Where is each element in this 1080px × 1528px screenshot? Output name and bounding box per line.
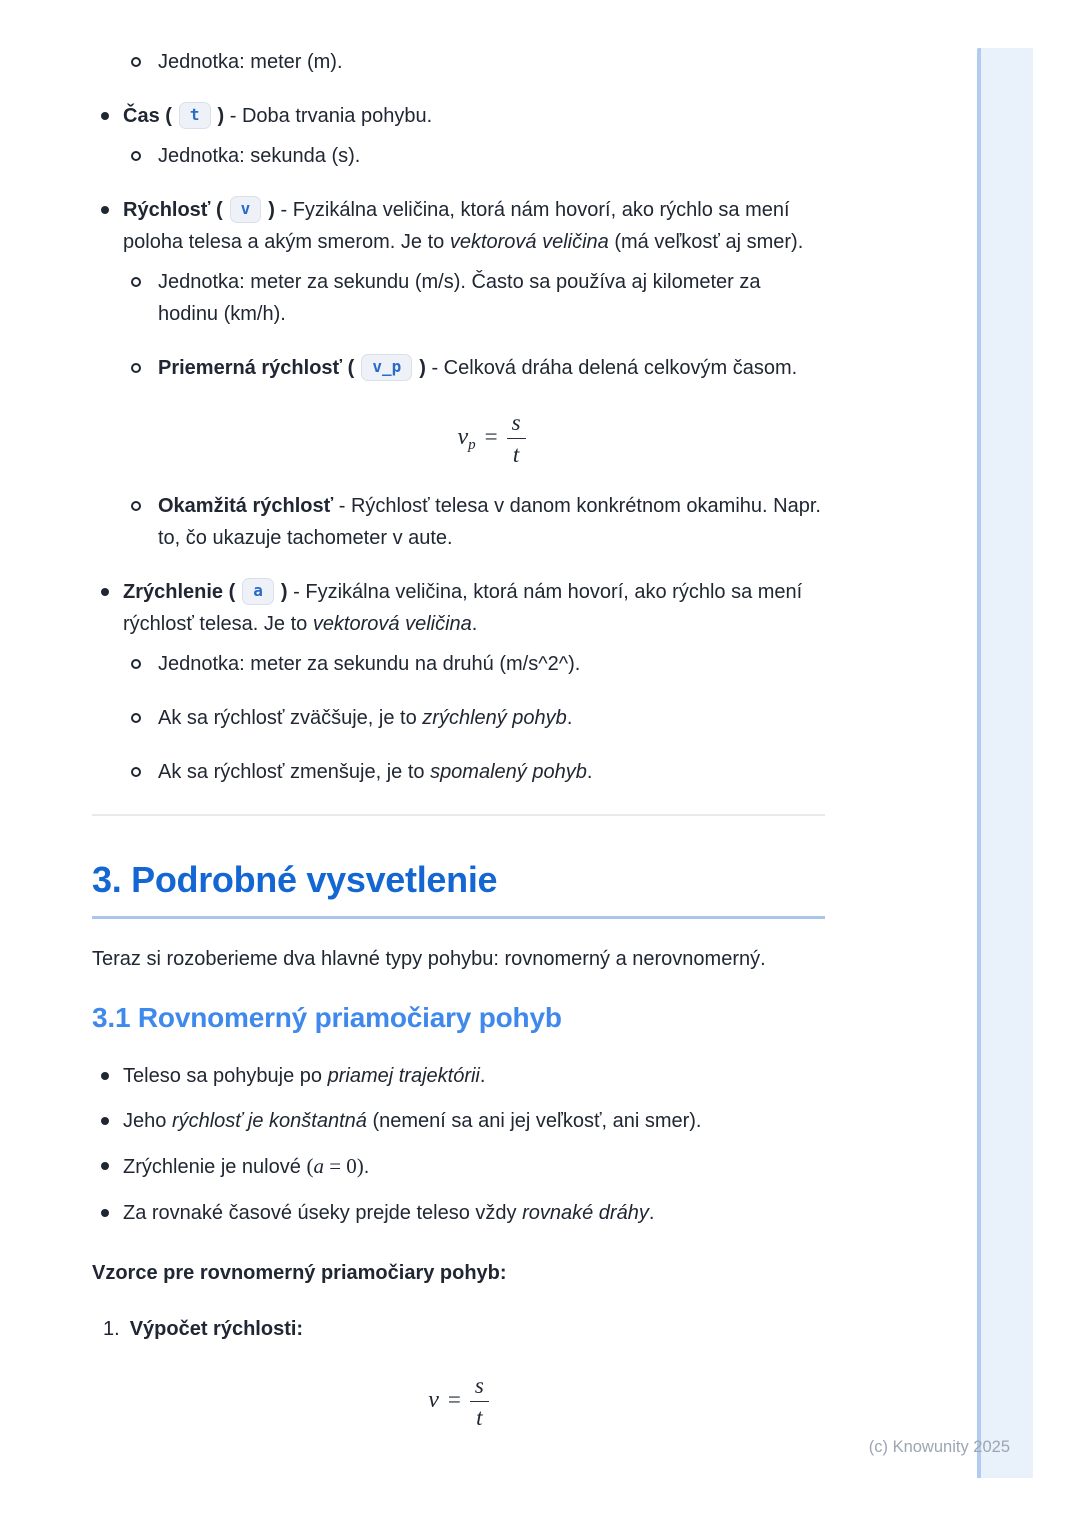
text: . (479, 1065, 486, 1088)
inline-code-badge: v (230, 196, 262, 223)
text: Jeho (123, 1110, 172, 1133)
math-formula (457, 410, 525, 468)
sublist (123, 266, 825, 554)
formulas-title: Vzorce pre rovnomerný priamočiary pohyb: (92, 1261, 507, 1284)
unit-text: Jednotka: meter za sekundu na druhú (m/s^2^). (158, 652, 581, 675)
fraction-numerator: s (507, 410, 526, 439)
fraction-denominator: t (476, 1405, 483, 1431)
list-item (92, 1105, 825, 1137)
math-subscript: p (468, 437, 476, 454)
term-paren: ) (268, 199, 275, 221)
fraction-numerator: s (470, 1373, 489, 1402)
math-rest: = 0) (323, 1154, 364, 1179)
emphasis-text: vektorová veličina (449, 231, 609, 253)
list-item-acceleration (92, 576, 825, 788)
list-item-time (92, 100, 825, 172)
term-label: Rýchlosť ( (123, 199, 223, 221)
math-paren: ( (306, 1154, 314, 1179)
term-desc: - Fyzikálna veličina, ktorá nám hovorí, ako rýchlo sa mení rýchlosť telesa. Je to (123, 580, 803, 635)
numbered-item-1 (92, 1313, 825, 1345)
term-desc: (má veľkosť aj smer). (608, 231, 804, 253)
math-variable: v (428, 1387, 439, 1414)
fraction-denominator: t (512, 442, 520, 468)
unit-text: Jednotka: meter (m). (158, 51, 343, 73)
unit-sublist (123, 46, 825, 78)
list-item (123, 266, 825, 330)
numbered-item-label: Výpočet rýchlosti: (129, 1317, 304, 1340)
text: . (586, 760, 593, 783)
list-item-average-speed (123, 352, 825, 384)
fraction (507, 410, 526, 468)
emphasis-text: zrýchlený pohyb (422, 706, 567, 729)
text: . (648, 1201, 655, 1224)
list-number: 1. (103, 1317, 120, 1340)
subsection-heading: 3.1 Rovnomerný priamočiary pohyb (92, 1001, 562, 1033)
fraction (470, 1373, 489, 1431)
equals-sign: = (447, 1387, 461, 1413)
uniform-motion-list (92, 1060, 825, 1229)
list-item (92, 1150, 825, 1184)
text: (nemení sa ani jej veľkosť, ani smer). (366, 1110, 702, 1133)
section-divider (92, 814, 825, 816)
term-desc: - Celková dráha delená celkovým časom. (425, 357, 798, 379)
list-item (123, 648, 825, 680)
next-page-edge-panel (977, 48, 1033, 1478)
section-intro-paragraph: Teraz si rozoberieme dva hlavné typy pohybu: rovnomerný a nerovnomerný. (92, 947, 766, 970)
list-item (123, 702, 825, 734)
emphasis-text: rovnaké dráhy (522, 1201, 649, 1224)
sublist (123, 140, 825, 172)
term-label: Zrýchlenie ( (123, 580, 236, 603)
term-desc: - Fyzikálna veličina, ktorá nám hovorí, ako rýchlo sa mení poloha telesa a akým smerom. Je to (123, 199, 790, 253)
term-paren: ) (419, 357, 426, 379)
emphasis-text: priamej trajektórii (327, 1065, 480, 1088)
term-paren: ) (280, 580, 288, 603)
formula-average-speed (123, 410, 825, 468)
text: . (363, 1156, 370, 1179)
list-item-velocity (92, 194, 825, 554)
list-item (92, 1060, 825, 1092)
math-variable: a (313, 1154, 324, 1179)
inline-math (306, 1154, 363, 1178)
text: Za rovnaké časové úseky prejde teleso vždy (123, 1201, 523, 1224)
text: Ak sa rýchlosť zväčšuje, je to (158, 706, 423, 729)
term-desc: - Doba trvania pohybu. (224, 105, 433, 127)
math-variable: v (457, 424, 469, 451)
copyright-watermark: (c) Knowunity 2025 (868, 1438, 1010, 1456)
equals-sign: = (484, 424, 498, 450)
list-item (123, 46, 825, 78)
list-item (92, 1197, 825, 1229)
unit-text: Jednotka: sekunda (s). (158, 145, 361, 167)
emphasis-text: spomalený pohyb (430, 760, 587, 783)
term-label: Čas ( (123, 105, 172, 127)
text: Ak sa rýchlosť zmenšuje, je to (158, 760, 431, 783)
list-item-instant-speed (123, 490, 825, 554)
list-item (123, 140, 825, 172)
emphasis-text: rýchlosť je konštantná (171, 1110, 367, 1133)
quantities-list (92, 100, 825, 788)
term-label: Okamžitá rýchlosť (158, 494, 334, 517)
inline-code-badge: a (242, 578, 274, 605)
section-heading: 3. Podrobné vysvetlenie (92, 858, 825, 919)
emphasis-text: vektorová veličina (312, 612, 472, 635)
formula-speed (92, 1373, 825, 1431)
text: Teleso sa pohybuje po (123, 1065, 328, 1088)
inline-code-badge: v_p (361, 354, 412, 381)
document-body (92, 46, 825, 1431)
list-item (123, 756, 825, 788)
unit-text: Jednotka: meter za sekundu (m/s). Často sa používa aj kilometer za hodinu (km/h). (158, 271, 761, 325)
term-paren: ) (217, 105, 225, 127)
inline-code-badge: t (179, 102, 211, 129)
sublist (123, 648, 825, 788)
term-desc: . (471, 612, 478, 635)
text: . (566, 706, 573, 729)
text: Zrýchlenie je nulové (123, 1156, 307, 1179)
term-desc: - Rýchlosť telesa v danom konkrétnom okamihu. Napr. to, čo ukazuje tachometer v aute. (158, 494, 821, 549)
term-label: Priemerná rýchlosť ( (158, 357, 355, 379)
